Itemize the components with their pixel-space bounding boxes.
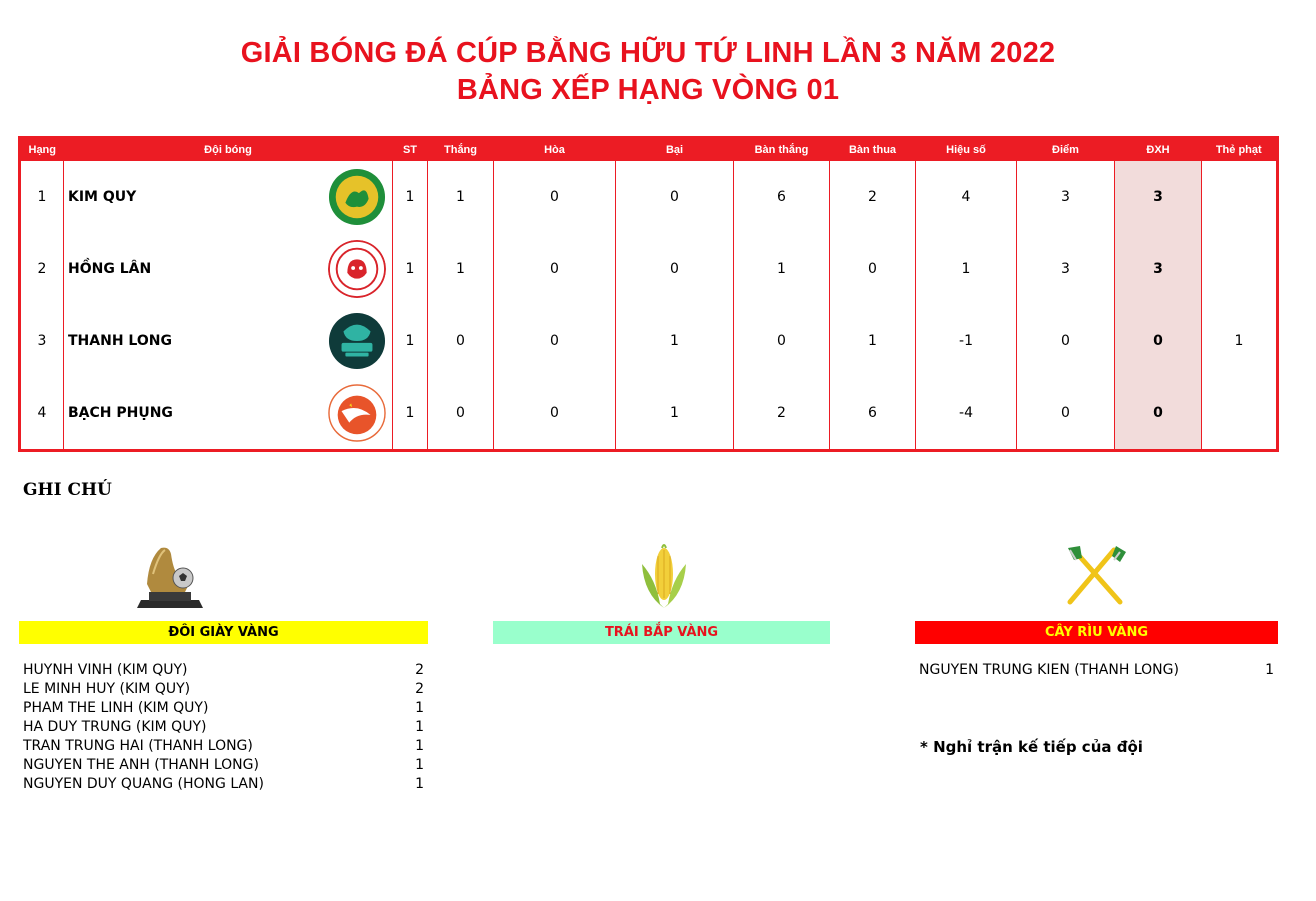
lost-cell: 0 bbox=[616, 233, 734, 305]
goals-against-cell: 6 bbox=[830, 377, 916, 451]
goals-for-cell: 1 bbox=[734, 233, 830, 305]
golden-corn-header: TRÁI BẮP VÀNG bbox=[493, 621, 830, 644]
draw-cell: 0 bbox=[494, 161, 616, 233]
col-header-team: Đội bóng bbox=[64, 138, 393, 162]
cards-cell bbox=[1202, 233, 1278, 305]
played-cell: 1 bbox=[393, 305, 428, 377]
dxh-cell: 0 bbox=[1115, 305, 1202, 377]
goal-diff-cell: 4 bbox=[916, 161, 1017, 233]
team-name: KIM QUY bbox=[68, 189, 137, 205]
list-item bbox=[919, 662, 1274, 681]
player-value: 1 bbox=[415, 757, 424, 773]
won-cell: 1 bbox=[428, 161, 494, 233]
player-value: 1 bbox=[415, 776, 424, 792]
won-cell: 1 bbox=[428, 233, 494, 305]
dxh-cell: 0 bbox=[1115, 377, 1202, 451]
col-header-won: Thắng bbox=[428, 138, 494, 162]
player-value: 1 bbox=[415, 719, 424, 735]
player-value: 2 bbox=[415, 681, 424, 697]
goal-diff-cell: -4 bbox=[916, 377, 1017, 451]
list-item bbox=[23, 662, 424, 681]
player-name: NGUYEN TRUNG KIEN (THANH LONG) bbox=[919, 662, 1179, 678]
player-name: TRAN TRUNG HAI (THANH LONG) bbox=[23, 738, 253, 754]
lost-cell: 1 bbox=[616, 377, 734, 451]
draw-cell: 0 bbox=[494, 377, 616, 451]
cards-cell bbox=[1202, 377, 1278, 451]
suspension-note: * Nghỉ trận kế tiếp của đội bbox=[920, 738, 1143, 756]
goal-diff-cell: 1 bbox=[916, 233, 1017, 305]
table-row bbox=[20, 377, 1278, 451]
player-name: PHAM THE LINH (KIM QUY) bbox=[23, 700, 209, 716]
page-subtitle: BẢNG XẾP HẠNG VÒNG 01 bbox=[456, 74, 840, 106]
team-cell bbox=[64, 233, 393, 305]
draw-cell: 0 bbox=[494, 233, 616, 305]
goals-against-cell: 2 bbox=[830, 161, 916, 233]
player-name: NGUYEN THE ANH (THANH LONG) bbox=[23, 757, 259, 773]
played-cell: 1 bbox=[393, 233, 428, 305]
golden-boot-header: ĐÔI GIÀY VÀNG bbox=[19, 621, 428, 644]
team-name: BẠCH PHỤNG bbox=[68, 405, 173, 421]
col-header-goals-against: Bàn thua bbox=[830, 138, 916, 162]
golden-boot-trophy-icon bbox=[133, 544, 207, 610]
cards-cell bbox=[1202, 161, 1278, 233]
bach-phung-logo bbox=[328, 384, 386, 442]
played-cell: 1 bbox=[393, 161, 428, 233]
rank-cell: 1 bbox=[20, 161, 64, 233]
rank-cell: 4 bbox=[20, 377, 64, 451]
points-cell: 3 bbox=[1017, 233, 1115, 305]
table-header-row bbox=[20, 138, 1278, 162]
table-row bbox=[20, 305, 1278, 377]
player-value: 1 bbox=[415, 700, 424, 716]
col-header-lost: Bại bbox=[616, 138, 734, 162]
goal-diff-cell: -1 bbox=[916, 305, 1017, 377]
axe-icon bbox=[1060, 544, 1128, 608]
list-item bbox=[23, 719, 424, 738]
col-header-cards: Thẻ phạt bbox=[1202, 138, 1278, 162]
won-cell: 0 bbox=[428, 305, 494, 377]
team-name: THANH LONG bbox=[68, 333, 172, 349]
col-header-dxh: ĐXH bbox=[1115, 138, 1202, 162]
points-cell: 0 bbox=[1017, 305, 1115, 377]
player-name: LE MINH HUY (KIM QUY) bbox=[23, 681, 191, 697]
won-cell: 0 bbox=[428, 377, 494, 451]
list-item bbox=[23, 681, 424, 700]
player-name: HUYNH VINH (KIM QUY) bbox=[23, 662, 188, 678]
dxh-cell: 3 bbox=[1115, 233, 1202, 305]
player-value: 1 bbox=[415, 738, 424, 754]
golden-boot-list bbox=[23, 662, 424, 795]
cards-cell: 1 bbox=[1202, 305, 1278, 377]
dxh-cell: 3 bbox=[1115, 161, 1202, 233]
col-header-goal-diff: Hiệu số bbox=[916, 138, 1017, 162]
goals-for-cell: 2 bbox=[734, 377, 830, 451]
golden-axe-list bbox=[919, 662, 1274, 681]
list-item bbox=[23, 776, 424, 795]
standings-table bbox=[18, 136, 1279, 452]
kim-quy-logo bbox=[328, 168, 386, 226]
goals-for-cell: 0 bbox=[734, 305, 830, 377]
played-cell: 1 bbox=[393, 377, 428, 451]
table-row bbox=[20, 233, 1278, 305]
lost-cell: 1 bbox=[616, 305, 734, 377]
team-cell bbox=[64, 305, 393, 377]
rank-cell: 3 bbox=[20, 305, 64, 377]
list-item bbox=[23, 757, 424, 776]
player-name: NGUYEN DUY QUANG (HONG LAN) bbox=[23, 776, 264, 792]
team-cell bbox=[64, 377, 393, 451]
player-value: 1 bbox=[1265, 662, 1274, 678]
draw-cell: 0 bbox=[494, 305, 616, 377]
list-item bbox=[23, 738, 424, 757]
rank-cell: 2 bbox=[20, 233, 64, 305]
golden-axe-header: CÂY RÌU VÀNG bbox=[915, 621, 1278, 644]
goals-against-cell: 0 bbox=[830, 233, 916, 305]
points-cell: 0 bbox=[1017, 377, 1115, 451]
table-row bbox=[20, 161, 1278, 233]
team-name: HỒNG LÂN bbox=[68, 261, 152, 277]
col-header-points: Điểm bbox=[1017, 138, 1115, 162]
col-header-goals-for: Bàn thắng bbox=[734, 138, 830, 162]
page-title: GIẢI BÓNG ĐÁ CÚP BẰNG HỮU TỨ LINH LẦN 3 NĂM 2022 bbox=[240, 37, 1056, 69]
goals-for-cell: 6 bbox=[734, 161, 830, 233]
player-value: 2 bbox=[415, 662, 424, 678]
goals-against-cell: 1 bbox=[830, 305, 916, 377]
notes-heading: GHI CHÚ bbox=[23, 480, 112, 500]
col-header-rank: Hạng bbox=[20, 138, 64, 162]
list-item bbox=[23, 700, 424, 719]
corn-icon bbox=[636, 542, 692, 610]
team-cell bbox=[64, 161, 393, 233]
player-name: HA DUY TRUNG (KIM QUY) bbox=[23, 719, 207, 735]
col-header-draw: Hòa bbox=[494, 138, 616, 162]
points-cell: 3 bbox=[1017, 161, 1115, 233]
lost-cell: 0 bbox=[616, 161, 734, 233]
hong-lan-logo bbox=[328, 240, 386, 298]
thanh-long-logo bbox=[328, 312, 386, 370]
col-header-played: ST bbox=[393, 138, 428, 162]
